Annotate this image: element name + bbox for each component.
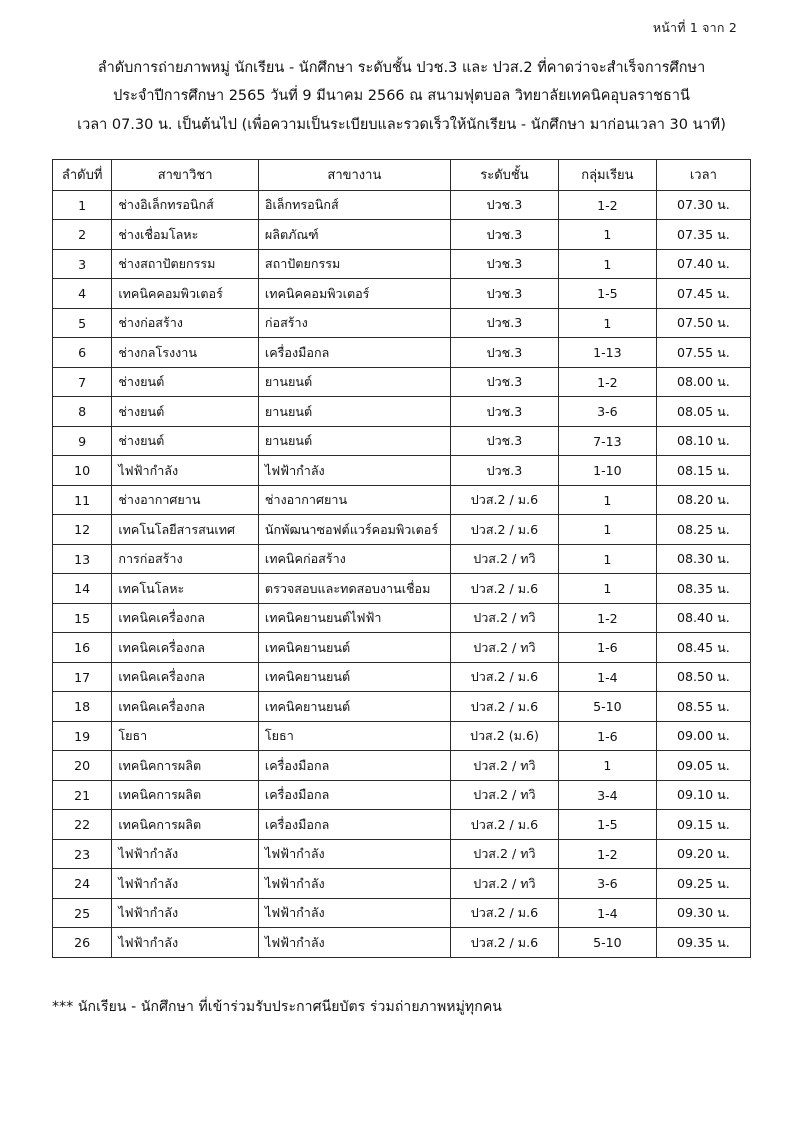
cell-time: 07.45 น. bbox=[656, 279, 750, 309]
cell-group: 1 bbox=[559, 544, 657, 574]
cell-major: เทคนิคเครื่องกล bbox=[112, 662, 259, 692]
cell-major: เทคนิคการผลิต bbox=[112, 751, 259, 781]
cell-no: 15 bbox=[53, 603, 112, 633]
cell-time: 08.20 น. bbox=[656, 485, 750, 515]
table-row bbox=[53, 869, 751, 899]
cell-major: ช่างกลโรงงาน bbox=[112, 338, 259, 368]
cell-major: เทคนิคคอมพิวเตอร์ bbox=[112, 279, 259, 309]
cell-no: 25 bbox=[53, 898, 112, 928]
cell-no: 9 bbox=[53, 426, 112, 456]
cell-major: เทคนิคเครื่องกล bbox=[112, 633, 259, 663]
cell-no: 3 bbox=[53, 249, 112, 279]
cell-branch: เทคนิคยานยนต์ไฟฟ้า bbox=[258, 603, 450, 633]
header-line-3: เวลา 07.30 น. เป็นต้นไป (เพื่อความเป็นระเบียบและรวดเร็วให้นักเรียน - นักศึกษา มาก่อนเวลา 30 นาที) bbox=[77, 116, 726, 133]
cell-no: 26 bbox=[53, 928, 112, 958]
table-row bbox=[53, 898, 751, 928]
cell-branch: เครื่องมือกล bbox=[258, 810, 450, 840]
cell-group: 1-4 bbox=[559, 662, 657, 692]
cell-branch: ไฟฟ้ากำลัง bbox=[258, 456, 450, 486]
cell-major: ไฟฟ้ากำลัง bbox=[112, 928, 259, 958]
cell-level: ปวช.3 bbox=[450, 190, 558, 220]
cell-group: 1 bbox=[559, 220, 657, 250]
cell-branch: เทคนิคคอมพิวเตอร์ bbox=[258, 279, 450, 309]
cell-major: ช่างยนต์ bbox=[112, 367, 259, 397]
cell-time: 08.35 น. bbox=[656, 574, 750, 604]
cell-major: เทคโนโลยีสารสนเทศ bbox=[112, 515, 259, 545]
cell-level: ปวส.2 / ม.6 bbox=[450, 485, 558, 515]
cell-level: ปวช.3 bbox=[450, 456, 558, 486]
footnote: *** นักเรียน - นักศึกษา ที่เข้าร่วมรับประกาศนียบัตร ร่วมถ่ายภาพหมู่ทุกคน bbox=[52, 998, 502, 1015]
table-row bbox=[53, 780, 751, 810]
table-row bbox=[53, 544, 751, 574]
cell-branch: เทคนิคยานยนต์ bbox=[258, 662, 450, 692]
cell-major: ไฟฟ้ากำลัง bbox=[112, 898, 259, 928]
table-row bbox=[53, 279, 751, 309]
cell-level: ปวส.2 / ม.6 bbox=[450, 692, 558, 722]
cell-group: 1-6 bbox=[559, 721, 657, 751]
cell-level: ปวส.2 (ม.6) bbox=[450, 721, 558, 751]
cell-level: ปวช.3 bbox=[450, 308, 558, 338]
cell-branch: เครื่องมือกล bbox=[258, 338, 450, 368]
cell-branch: เครื่องมือกล bbox=[258, 780, 450, 810]
table-row bbox=[53, 367, 751, 397]
cell-time: 08.05 น. bbox=[656, 397, 750, 427]
table-row bbox=[53, 633, 751, 663]
table-row bbox=[53, 839, 751, 869]
cell-level: ปวส.2 / ทวิ bbox=[450, 839, 558, 869]
cell-group: 1 bbox=[559, 249, 657, 279]
cell-group: 3-4 bbox=[559, 780, 657, 810]
cell-no: 10 bbox=[53, 456, 112, 486]
table-row bbox=[53, 662, 751, 692]
cell-level: ปวส.2 / ม.6 bbox=[450, 662, 558, 692]
table-row bbox=[53, 485, 751, 515]
cell-branch: ก่อสร้าง bbox=[258, 308, 450, 338]
cell-no: 4 bbox=[53, 279, 112, 309]
table-row bbox=[53, 338, 751, 368]
cell-group: 1-5 bbox=[559, 279, 657, 309]
cell-major: ช่างอากาศยาน bbox=[112, 485, 259, 515]
cell-major: ไฟฟ้ากำลัง bbox=[112, 869, 259, 899]
table-row bbox=[53, 308, 751, 338]
cell-group: 1-5 bbox=[559, 810, 657, 840]
cell-time: 08.50 น. bbox=[656, 662, 750, 692]
cell-branch: ผลิตภัณฑ์ bbox=[258, 220, 450, 250]
cell-time: 09.25 น. bbox=[656, 869, 750, 899]
cell-no: 20 bbox=[53, 751, 112, 781]
cell-level: ปวส.2 / ทวิ bbox=[450, 869, 558, 899]
table-row bbox=[53, 515, 751, 545]
cell-group: 5-10 bbox=[559, 692, 657, 722]
cell-time: 09.00 น. bbox=[656, 721, 750, 751]
cell-no: 16 bbox=[53, 633, 112, 663]
cell-branch: ไฟฟ้ากำลัง bbox=[258, 839, 450, 869]
cell-time: 09.35 น. bbox=[656, 928, 750, 958]
cell-group: 1 bbox=[559, 574, 657, 604]
cell-no: 14 bbox=[53, 574, 112, 604]
table-header-row bbox=[53, 159, 751, 190]
cell-no: 13 bbox=[53, 544, 112, 574]
table-row bbox=[53, 721, 751, 751]
cell-time: 09.20 น. bbox=[656, 839, 750, 869]
cell-time: 08.40 น. bbox=[656, 603, 750, 633]
cell-group: 1-4 bbox=[559, 898, 657, 928]
cell-time: 08.15 น. bbox=[656, 456, 750, 486]
cell-major: เทคนิคเครื่องกล bbox=[112, 603, 259, 633]
table-row bbox=[53, 574, 751, 604]
page-number: หน้าที่ 1 จาก 2 bbox=[652, 20, 737, 35]
cell-no: 24 bbox=[53, 869, 112, 899]
table-header bbox=[53, 159, 751, 190]
cell-no: 12 bbox=[53, 515, 112, 545]
cell-group: 1-2 bbox=[559, 839, 657, 869]
cell-group: 3-6 bbox=[559, 397, 657, 427]
cell-no: 21 bbox=[53, 780, 112, 810]
header-line-1: ลำดับการถ่ายภาพหมู่ นักเรียน - นักศึกษา ระดับชั้น ปวช.3 และ ปวส.2 ที่คาดว่าจะสำเร็จการศึกษา bbox=[97, 60, 706, 76]
column-header-major: สาขาวิชา bbox=[112, 159, 259, 190]
cell-level: ปวส.2 / ม.6 bbox=[450, 928, 558, 958]
table-row bbox=[53, 810, 751, 840]
cell-branch: ไฟฟ้ากำลัง bbox=[258, 928, 450, 958]
column-header-no: ลำดับที่ bbox=[53, 159, 112, 190]
cell-time: 07.30 น. bbox=[656, 190, 750, 220]
column-header-group: กลุ่มเรียน bbox=[559, 159, 657, 190]
cell-branch: อิเล็กทรอนิกส์ bbox=[258, 190, 450, 220]
cell-group: 1 bbox=[559, 515, 657, 545]
table-row bbox=[53, 426, 751, 456]
cell-no: 7 bbox=[53, 367, 112, 397]
table-row bbox=[53, 456, 751, 486]
cell-major: เทคนิคเครื่องกล bbox=[112, 692, 259, 722]
cell-branch: ตรวจสอบและทดสอบงานเชื่อม bbox=[258, 574, 450, 604]
cell-level: ปวช.3 bbox=[450, 426, 558, 456]
cell-time: 09.05 น. bbox=[656, 751, 750, 781]
cell-branch: เทคนิคยานยนต์ bbox=[258, 633, 450, 663]
cell-major: ช่างยนต์ bbox=[112, 397, 259, 427]
cell-major: เทคนิคการผลิต bbox=[112, 780, 259, 810]
cell-major: ช่างอิเล็กทรอนิกส์ bbox=[112, 190, 259, 220]
cell-no: 11 bbox=[53, 485, 112, 515]
cell-time: 09.30 น. bbox=[656, 898, 750, 928]
cell-group: 1-10 bbox=[559, 456, 657, 486]
cell-no: 5 bbox=[53, 308, 112, 338]
cell-major: ไฟฟ้ากำลัง bbox=[112, 839, 259, 869]
table-row bbox=[53, 928, 751, 958]
cell-level: ปวส.2 / ทวิ bbox=[450, 544, 558, 574]
cell-time: 08.10 น. bbox=[656, 426, 750, 456]
cell-branch: เทคนิคยานยนต์ bbox=[258, 692, 450, 722]
cell-branch: ช่างอากาศยาน bbox=[258, 485, 450, 515]
cell-level: ปวส.2 / ม.6 bbox=[450, 515, 558, 545]
cell-major: ช่างสถาปัตยกรรม bbox=[112, 249, 259, 279]
cell-major: ช่างเชื่อมโลหะ bbox=[112, 220, 259, 250]
cell-level: ปวช.3 bbox=[450, 249, 558, 279]
cell-major: เทคนิคการผลิต bbox=[112, 810, 259, 840]
cell-time: 07.55 น. bbox=[656, 338, 750, 368]
cell-level: ปวช.3 bbox=[450, 220, 558, 250]
cell-branch: ยานยนต์ bbox=[258, 367, 450, 397]
cell-no: 6 bbox=[53, 338, 112, 368]
cell-group: 1-2 bbox=[559, 603, 657, 633]
table-row bbox=[53, 603, 751, 633]
cell-level: ปวส.2 / ทวิ bbox=[450, 780, 558, 810]
cell-level: ปวส.2 / ทวิ bbox=[450, 633, 558, 663]
cell-branch: สถาปัตยกรรม bbox=[258, 249, 450, 279]
cell-major: โยธา bbox=[112, 721, 259, 751]
cell-time: 07.50 น. bbox=[656, 308, 750, 338]
cell-group: 3-6 bbox=[559, 869, 657, 899]
cell-branch: เทคนิคก่อสร้าง bbox=[258, 544, 450, 574]
cell-no: 8 bbox=[53, 397, 112, 427]
cell-time: 08.25 น. bbox=[656, 515, 750, 545]
cell-group: 1 bbox=[559, 485, 657, 515]
cell-group: 1-2 bbox=[559, 367, 657, 397]
cell-group: 1-6 bbox=[559, 633, 657, 663]
cell-branch: ไฟฟ้ากำลัง bbox=[258, 898, 450, 928]
cell-no: 23 bbox=[53, 839, 112, 869]
column-header-branch: สาขางาน bbox=[258, 159, 450, 190]
cell-group: 1-13 bbox=[559, 338, 657, 368]
cell-level: ปวส.2 / ม.6 bbox=[450, 898, 558, 928]
table-row bbox=[53, 397, 751, 427]
schedule-table bbox=[52, 159, 751, 958]
cell-level: ปวช.3 bbox=[450, 279, 558, 309]
cell-level: ปวช.3 bbox=[450, 338, 558, 368]
cell-branch: เครื่องมือกล bbox=[258, 751, 450, 781]
cell-major: ไฟฟ้ากำลัง bbox=[112, 456, 259, 486]
cell-branch: ยานยนต์ bbox=[258, 426, 450, 456]
cell-major: เทคโนโลหะ bbox=[112, 574, 259, 604]
cell-no: 22 bbox=[53, 810, 112, 840]
cell-branch: ยานยนต์ bbox=[258, 397, 450, 427]
cell-group: 7-13 bbox=[559, 426, 657, 456]
document-header bbox=[52, 54, 751, 139]
cell-time: 08.00 น. bbox=[656, 367, 750, 397]
cell-no: 17 bbox=[53, 662, 112, 692]
cell-group: 1 bbox=[559, 751, 657, 781]
cell-level: ปวส.2 / ม.6 bbox=[450, 574, 558, 604]
column-header-level: ระดับชั้น bbox=[450, 159, 558, 190]
table-row bbox=[53, 220, 751, 250]
cell-no: 2 bbox=[53, 220, 112, 250]
cell-level: ปวส.2 / ทวิ bbox=[450, 751, 558, 781]
cell-level: ปวส.2 / ทวิ bbox=[450, 603, 558, 633]
cell-time: 08.55 น. bbox=[656, 692, 750, 722]
table-row bbox=[53, 249, 751, 279]
cell-branch: นักพัฒนาซอฟต์แวร์คอมพิวเตอร์ bbox=[258, 515, 450, 545]
cell-group: 1-2 bbox=[559, 190, 657, 220]
header-line-2: ประจำปีการศึกษา 2565 วันที่ 9 มีนาคม 2566 ณ สนามฟุตบอล วิทยาลัยเทคนิคอุบลราชธานี bbox=[113, 88, 690, 105]
cell-group: 1 bbox=[559, 308, 657, 338]
table-row bbox=[53, 751, 751, 781]
cell-branch: ไฟฟ้ากำลัง bbox=[258, 869, 450, 899]
cell-time: 07.40 น. bbox=[656, 249, 750, 279]
column-header-time: เวลา bbox=[656, 159, 750, 190]
cell-group: 5-10 bbox=[559, 928, 657, 958]
cell-no: 18 bbox=[53, 692, 112, 722]
cell-no: 1 bbox=[53, 190, 112, 220]
cell-major: การก่อสร้าง bbox=[112, 544, 259, 574]
cell-time: 09.10 น. bbox=[656, 780, 750, 810]
cell-no: 19 bbox=[53, 721, 112, 751]
cell-major: ช่างก่อสร้าง bbox=[112, 308, 259, 338]
cell-time: 08.30 น. bbox=[656, 544, 750, 574]
table-body bbox=[53, 190, 751, 957]
cell-level: ปวช.3 bbox=[450, 397, 558, 427]
cell-major: ช่างยนต์ bbox=[112, 426, 259, 456]
cell-time: 07.35 น. bbox=[656, 220, 750, 250]
cell-time: 09.15 น. bbox=[656, 810, 750, 840]
table-row bbox=[53, 190, 751, 220]
cell-level: ปวส.2 / ม.6 bbox=[450, 810, 558, 840]
cell-branch: โยธา bbox=[258, 721, 450, 751]
cell-time: 08.45 น. bbox=[656, 633, 750, 663]
cell-level: ปวช.3 bbox=[450, 367, 558, 397]
table-row bbox=[53, 692, 751, 722]
